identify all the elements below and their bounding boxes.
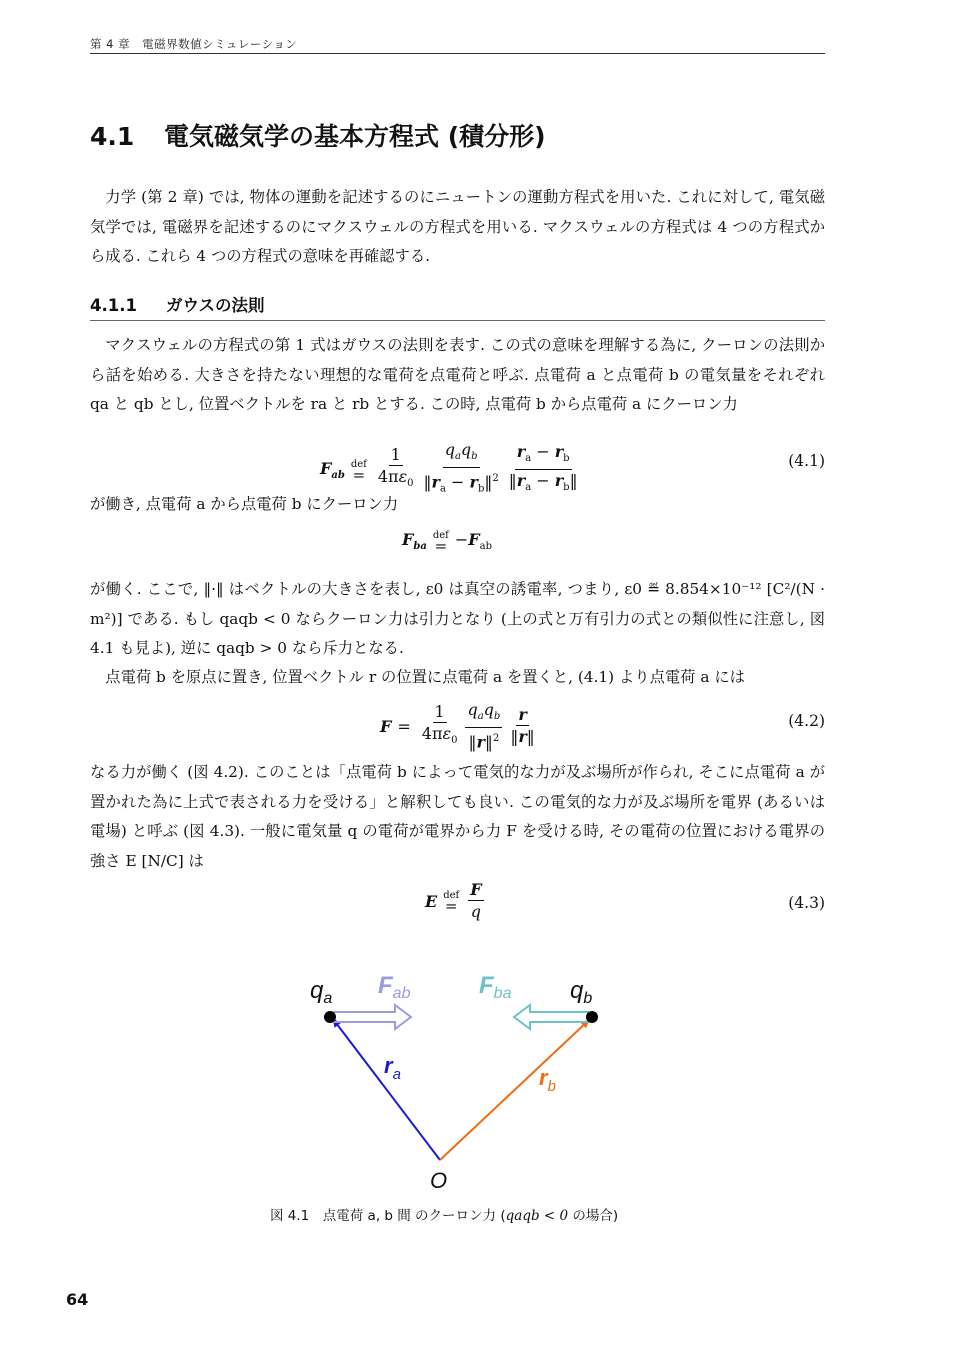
section-number: 4.1 bbox=[90, 122, 135, 151]
figure-4-1 bbox=[290, 960, 630, 1200]
paragraph-4-text: 点電荷 b を原点に置き, 位置ベクトル r の位置に点電荷 a を置くと, (4.1) より点電荷 a には bbox=[105, 668, 745, 686]
eq-fba-rhs: $-F_{ab}$ bbox=[454, 530, 493, 553]
running-head: 第 4 章 電磁界数値シミュレーション bbox=[90, 37, 298, 51]
intro-paragraph bbox=[90, 183, 825, 272]
eq3-frac: $\frac{F}{q}$ bbox=[470, 880, 482, 921]
eq-fba-lhs: $F_{ba}$ bbox=[402, 530, 427, 553]
coulomb-force-diagram bbox=[290, 960, 630, 1200]
force-arrow-fba bbox=[514, 1005, 588, 1029]
intro-text: 力学 (第 2 章) では, 物体の運動を記述するのにニュートンの運動方程式を用いた. これに対して, 電気磁気学では, 電磁界を記述するのにマクスウェルの方程式を用いる. マクスウェルの方程式は 4 つの方程式から成る. これら 4 つの方程式の意味を再確認する. bbox=[90, 188, 825, 265]
eq3-lhs: E bbox=[425, 892, 438, 911]
section-title-text: 電気磁気学の基本方程式 (積分形) bbox=[164, 122, 546, 151]
eq1-defeq: def = bbox=[350, 458, 367, 484]
label-qa: $q_a$ bbox=[310, 977, 333, 1007]
eq3-number: (4.3) bbox=[788, 894, 825, 912]
paragraph-4 bbox=[90, 663, 825, 693]
equation-fba bbox=[90, 530, 825, 564]
equation-4-3 bbox=[90, 880, 825, 928]
paragraph-1-text: マクスウェルの方程式の第 1 式はガウスの法則を表す. この式の意味を理解する為に, クーロンの法則から話を始める. 大きさを持たない理想的な電荷を点電荷と呼ぶ. 点電荷 a と点電荷 b の電気量をそれぞれ qa と qb とし, 位置ベクトルを ra と rb とする. この時, 点電荷 b から点電荷 a にクーロン力 bbox=[90, 336, 825, 413]
label-ra: $r_a$ bbox=[384, 1053, 401, 1083]
paragraph-3-text: が働く. ここで, ‖·‖ はベクトルの大きさを表し, ε0 は真空の誘電率, つまり, ε0 ≝ 8.854×10⁻¹² [C²/(N · m²)] である. もし qaqb < 0 ならクーロン力は引力となり (上の式と万有引力の式との類似性に注意し, 図 4.1 も見よ), 逆に qaqb > 0 なら斥力となる. bbox=[90, 580, 825, 657]
eq1-frac-3: $\frac{r_a - r_b}{‖r_a - r_b‖}$ bbox=[508, 441, 578, 494]
label-fba: $F_{ba}$ bbox=[479, 972, 512, 1002]
force-arrow-fab bbox=[334, 1005, 411, 1029]
caption-math: qaqb < 0 bbox=[505, 1208, 569, 1224]
eq2-frac-2: $\frac{q_aq_b}{‖r‖^2}$ bbox=[467, 700, 501, 752]
vector-rb bbox=[440, 1020, 589, 1160]
label-origin: O bbox=[430, 1168, 448, 1193]
paragraph-2-text: が働き, 点電荷 a から点電荷 b にクーロン力 bbox=[90, 495, 399, 513]
eq1-frac-2: $\frac{q_aq_b}{‖r_a - r_b‖^2}$ bbox=[423, 440, 499, 495]
caption-prefix: 図 4.1 点電荷 a, b 間 のクーロン力 ( bbox=[270, 1208, 506, 1224]
equation-4-2 bbox=[90, 700, 825, 752]
page-number: 64 bbox=[66, 1290, 89, 1309]
eq1-frac-1: $\frac{1}{4\pi\varepsilon_0}$ bbox=[377, 445, 414, 490]
label-fab: $F_{ab}$ bbox=[378, 972, 411, 1002]
subsection-number: 4.1.1 bbox=[90, 296, 137, 315]
paragraph-1 bbox=[90, 331, 825, 420]
subsection-rule bbox=[90, 320, 825, 321]
eq2-number: (4.2) bbox=[788, 712, 825, 730]
paragraph-2 bbox=[90, 490, 825, 520]
label-rb: $r_b$ bbox=[539, 1065, 556, 1095]
charge-b-dot bbox=[586, 1011, 598, 1023]
eq2-frac-1: $\frac{1}{4\pi\varepsilon_0}$ bbox=[421, 701, 458, 746]
eq2-frac-3: $\frac{r}{‖r‖}$ bbox=[510, 705, 535, 747]
paragraph-3 bbox=[90, 575, 825, 664]
caption-suffix: の場合) bbox=[568, 1208, 619, 1224]
vector-ra bbox=[333, 1019, 440, 1160]
eq3-defeq: def = bbox=[443, 890, 460, 915]
label-qb: $q_b$ bbox=[570, 977, 593, 1007]
equation-4-1 bbox=[90, 440, 825, 495]
section-title bbox=[90, 117, 546, 153]
eq2-lhs: F bbox=[380, 717, 392, 737]
eq2-equals: = bbox=[397, 717, 411, 737]
paragraph-5-text: なる力が働く (図 4.2). このことは「点電荷 b によって電気的な力が及ぶ場所が作られ, そこに点電荷 a が置かれた為に上式で表される力を受ける」と解釈しても良い. この電気的な力が及ぶ場所を電界 (あるいは電場) と呼ぶ (図 4.3). 一般に電気量 q の電荷が電界から力 F を受ける時, その電荷の位置における電界の強さ E [N/C] は bbox=[90, 763, 825, 870]
eq-fba-defeq: def = bbox=[432, 529, 449, 555]
subsection-title-text: ガウスの法則 bbox=[166, 296, 265, 315]
header-rule bbox=[90, 53, 825, 54]
charge-a-dot bbox=[324, 1011, 336, 1023]
figure-caption bbox=[270, 1204, 618, 1224]
eq1-lhs: $F_{ab}$ bbox=[320, 459, 345, 482]
eq1-number: (4.1) bbox=[788, 452, 825, 470]
paragraph-5 bbox=[90, 758, 825, 876]
subsection-title bbox=[90, 292, 265, 316]
